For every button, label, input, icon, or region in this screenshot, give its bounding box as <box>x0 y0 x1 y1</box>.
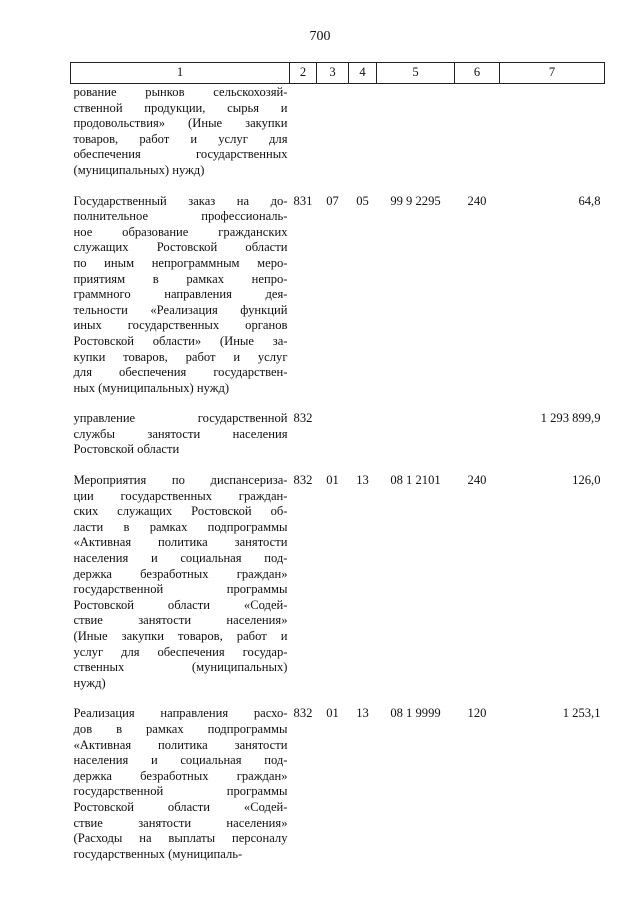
table-row <box>71 411 605 473</box>
row-name-line: тельности «Реализация функций <box>73 302 288 317</box>
row-name-line: Мероприятия по диспансеризa- <box>73 473 288 488</box>
row-name-line: приятиям в рамках непро- <box>73 271 288 286</box>
row-name-line: ских служащих Ростовской об- <box>73 504 288 519</box>
row-expense-type-cell: 120 <box>467 706 487 721</box>
row-name-line: ласти в рамках подпрограммы <box>73 519 288 534</box>
row-section-cell: 07 <box>326 193 339 208</box>
row-name-line: услуг для обеспечения государ- <box>73 644 288 659</box>
row-name-line: по иным непрограммным меро- <box>73 255 288 270</box>
row-subsection-cell: 05 <box>356 193 369 208</box>
row-name-line: служащих Ростовской области <box>73 240 288 255</box>
row-amount-cell: 126,0 <box>572 473 601 488</box>
row-section-cell: 01 <box>326 706 339 721</box>
row-target-article-cell <box>377 84 455 194</box>
row-name-line: ственной продукции, сырья и <box>73 100 288 115</box>
row-name-line: службы занятости населения <box>73 426 288 441</box>
row-target-article-cell <box>377 411 455 473</box>
row-name-line: продовольствия» (Иные закупки <box>73 116 288 131</box>
table-row <box>71 84 605 194</box>
header-col-1: 1 <box>71 63 290 84</box>
row-name-line: Ростовской области» (Иные за- <box>73 333 288 348</box>
budget-table <box>70 62 605 877</box>
row-name-line: ствие занятости населения» <box>73 613 288 628</box>
row-name-line: ции государственных граждан- <box>73 488 288 503</box>
row-amount-cell: 1 253,1 <box>562 706 601 721</box>
row-name-line: иных государственных органов <box>73 318 288 333</box>
row-name-line: населения и социальная под- <box>73 753 288 768</box>
row-name-line: государственной программы <box>73 582 288 597</box>
row-name-cell <box>71 706 290 877</box>
row-name-line: Ростовской области «Содей- <box>73 597 288 612</box>
row-name-line: нужд) <box>73 675 106 690</box>
header-col-6: 6 <box>455 63 500 84</box>
row-admin-code-cell <box>290 84 317 194</box>
row-name-line: ствие занятости населения» <box>73 815 288 830</box>
row-name-line: Государственный заказ на до- <box>73 193 288 208</box>
row-amount-cell <box>500 84 605 194</box>
row-name-line: (Расходы на выплаты персоналу <box>73 831 288 846</box>
header-col-7: 7 <box>500 63 605 84</box>
row-name-cell <box>71 194 290 412</box>
row-name-line: купки товаров, работ и услуг <box>73 349 288 364</box>
row-name-line: государственных (муниципаль- <box>73 846 243 861</box>
row-name-line: полнительное профессиональ- <box>73 209 288 224</box>
row-subsection-cell: 13 <box>356 473 369 488</box>
row-section-cell <box>317 411 349 473</box>
row-section-cell <box>317 84 349 194</box>
row-target-article-cell: 99 9 2295 <box>390 193 441 208</box>
row-name-line: «Активная политика занятости <box>73 535 288 550</box>
header-col-3: 3 <box>317 63 349 84</box>
row-name-line: обеспечения государственных <box>73 147 288 162</box>
row-name-line: государственной программы <box>73 784 288 799</box>
row-name-line: ных (муниципальных) нужд) <box>73 380 230 395</box>
row-name-line: «Активная политика занятости <box>73 737 288 752</box>
row-admin-code-cell: 832 <box>293 706 313 721</box>
row-admin-code-cell: 832 <box>293 473 313 488</box>
row-amount-cell: 64,8 <box>578 193 601 208</box>
row-name-line: дов в рамках подпрограммы <box>73 721 288 736</box>
row-name-cell <box>71 411 290 473</box>
row-name-line: (муниципальных) нужд) <box>73 162 205 177</box>
table-row <box>71 473 605 706</box>
page-number: 700 <box>309 29 331 44</box>
row-name-line: Реализация направления расхо- <box>73 706 288 721</box>
row-section-cell: 01 <box>326 473 339 488</box>
row-name-cell <box>71 473 290 706</box>
row-name-line: для обеспечения государствен- <box>73 365 288 380</box>
row-expense-type-cell: 240 <box>467 473 487 488</box>
row-name-line: Ростовской области <box>73 442 180 457</box>
row-expense-type-cell <box>455 84 500 194</box>
row-subsection-cell <box>349 84 377 194</box>
row-name-line: управление государственной <box>73 411 288 426</box>
row-name-line: товаров, работ и услуг для <box>73 131 288 146</box>
row-name-line: населения и социальная под- <box>73 551 288 566</box>
row-target-article-cell: 08 1 9999 <box>390 706 441 721</box>
row-name-line: Ростовской области «Содей- <box>73 799 288 814</box>
row-expense-type-cell: 240 <box>467 193 487 208</box>
row-name-line: держка безработных граждан» <box>73 768 288 783</box>
row-name-line: граммного направления дея- <box>73 287 288 302</box>
row-name-cell <box>71 84 290 194</box>
row-name-line: ственных (муниципальных) <box>73 660 288 675</box>
table-header-row <box>71 63 605 84</box>
row-name-line: рование рынков сельскохозяй- <box>73 85 288 99</box>
row-subsection-cell <box>349 411 377 473</box>
row-subsection-cell: 13 <box>356 706 369 721</box>
row-expense-type-cell <box>455 411 500 473</box>
header-col-4: 4 <box>349 63 377 84</box>
table-row <box>71 706 605 877</box>
row-name-line: ное образование гражданских <box>73 224 288 239</box>
row-admin-code-cell: 831 <box>293 193 313 208</box>
row-amount-cell: 1 293 899,9 <box>540 411 601 426</box>
header-col-2: 2 <box>290 63 317 84</box>
table-row <box>71 194 605 412</box>
row-name-line: (Иные закупки товаров, работ и <box>73 629 288 643</box>
row-admin-code-cell: 832 <box>293 411 313 426</box>
row-target-article-cell: 08 1 2101 <box>390 473 441 488</box>
table-body <box>71 84 605 878</box>
row-name-line: держка безработных граждан» <box>73 566 288 581</box>
header-col-5: 5 <box>377 63 455 84</box>
